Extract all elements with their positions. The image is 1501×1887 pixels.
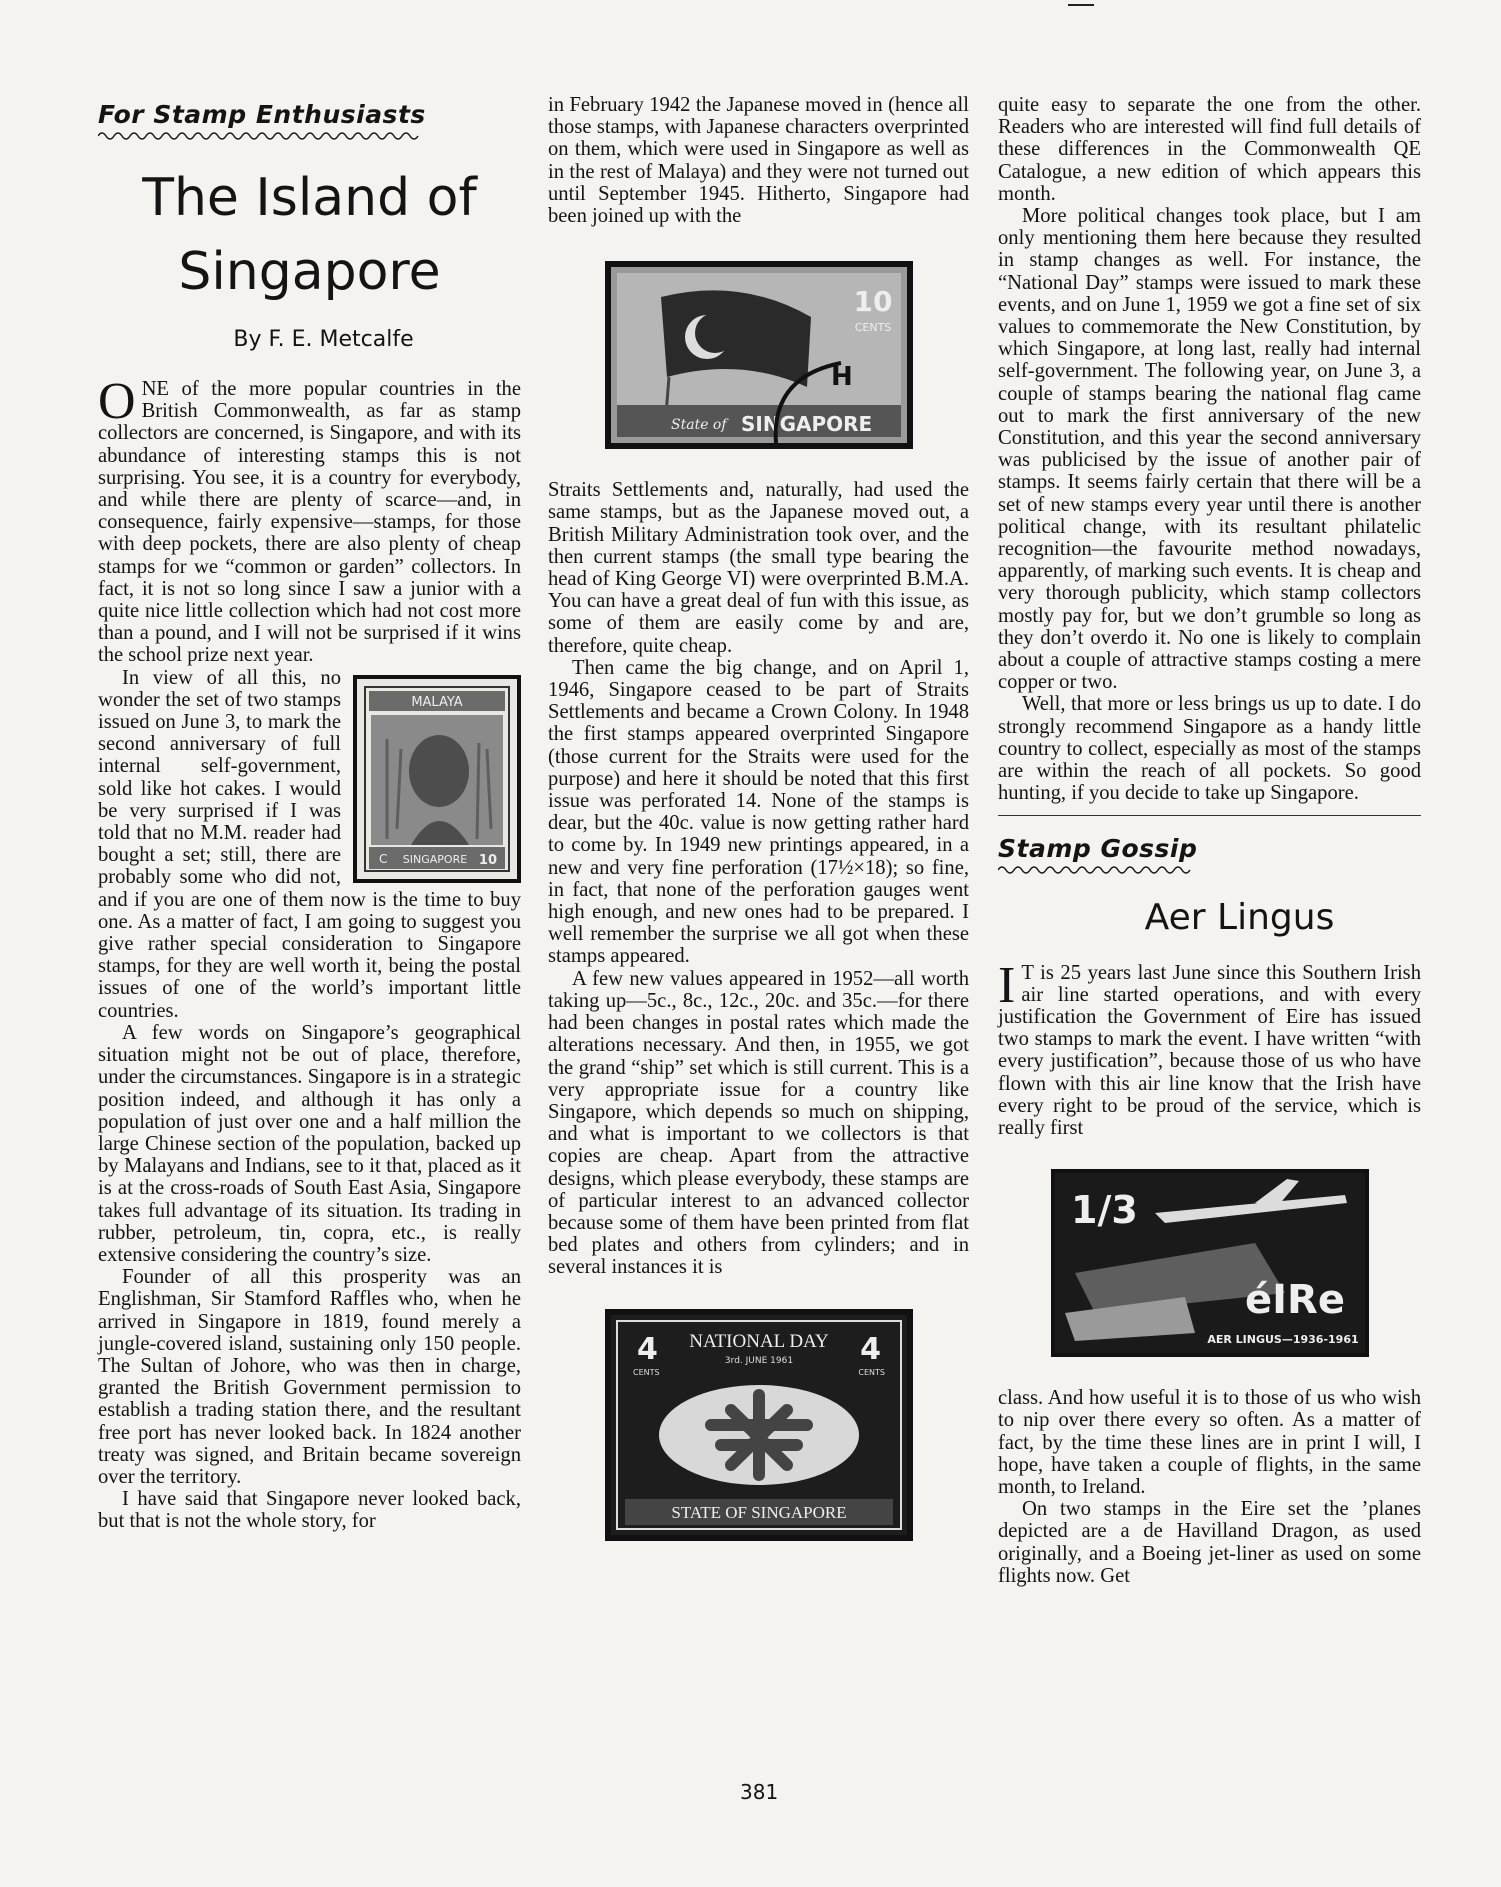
gossip-drop-cap: I	[998, 956, 1016, 1014]
drop-cap: O	[98, 373, 136, 430]
malaya-stamp-wrap	[353, 675, 521, 883]
column-1	[98, 94, 521, 1533]
flag-stamp	[605, 261, 913, 449]
paragraph-11: More political changes took place, but I am only mentioning them here because they resulted in stamp changes as well. For instance, the “National Day” stamps were issued to mark these events, and on June 1, 1959 we got a fine set of six values to commemorate the New Constitution, by which Singapore, at long last, really had internal self-government. The following year, on June 3, a couple of stamps bearing the national flag came out to mark the first anniversary of the new Constitution, and this year the second anniversary was publicised by the issue of another pair of stamps. It seems fairly certain that there will be a set of new stamps every year until there is another political change, with its resultant philatelic recognition—the favourite method nowadays, apparently, of marking such events. It is cheap and very thorough publicity, which stamp collectors mostly pay for, but we don’t grumble so long as they don’t overdo it. No one is likely to complain about a couple of attractive stamps costing a mere copper or two.	[998, 205, 1421, 694]
flag-stamp-state: State of	[670, 417, 727, 434]
eire-stamp-art	[1055, 1173, 1365, 1353]
malaya-stamp	[353, 675, 521, 883]
gossip-title: Aer Lingus	[1144, 896, 1335, 938]
flag-stamp-unit: CENTS	[854, 321, 891, 335]
wavy-underline-2	[998, 865, 1194, 875]
article-title	[98, 161, 521, 309]
flag-stamp-value: 10	[853, 285, 892, 319]
page-number: 381	[740, 1780, 779, 1804]
paragraph-2-text: In view of all this, no wonder the set of two stamps issued on June 3, to mark the second anniversary of full internal self-government, sold like hot cakes. I would be very surprised if I was told that no M.M. reader had bought a set; still, there are probably some who did not, and if you are one of them now is the time to buy one. As a matter of fact, I am going to suggest you give rather special consideration to Singapore stamps, for they are well worth it, being the postal issues of one of the world’s important little countries.	[98, 666, 521, 1022]
nd-title: NATIONAL DAY	[688, 1330, 829, 1352]
paragraph-7: Straits Settlements and, naturally, had used the same stamps, but as the Japanese moved out, a British Military Administration took over, and the then current stamps (the small type bearing the head of King George VI) were overprinted B.M.A. You can have a great deal of fun with this issue, as some of them are easily come by and are, therefore, quite cheap.	[548, 479, 969, 657]
national-day-stamp-art	[611, 1315, 907, 1535]
national-day-stamp	[605, 1309, 913, 1541]
gossip-kicker: Stamp Gossip	[998, 833, 1198, 863]
article-kicker: For Stamp Enthusiasts	[98, 100, 426, 129]
malaya-top-text: MALAYA	[411, 694, 463, 710]
nd-value-right: 4	[859, 1331, 881, 1367]
page-corner-mark	[1068, 4, 1094, 6]
eire-caption: AER LINGUS—1936-1961	[1206, 1333, 1359, 1347]
paragraph-1	[98, 373, 521, 667]
paragraph-4: Founder of all this prosperity was an Englishman, Sir Stamford Raffles who, when he arrived in Singapore in 1819, found merely a jungle-covered island, sustaining only 150 people. The Sultan of Johore, who was then in charge, granted the British Government permission to establish a trading station there, and the resultant free port has never looked back. In 1824 another treaty was signed, and Britain became sovereign over the territory.	[98, 1266, 521, 1488]
malaya-stamp-art	[357, 679, 517, 879]
paragraph-2	[98, 667, 521, 1022]
nd-value-left: 4	[636, 1331, 658, 1367]
eire-stamp	[1051, 1169, 1369, 1357]
eire-country: éIRe	[1244, 1277, 1345, 1324]
column-3	[998, 94, 1421, 1587]
gossip-paragraph-1-text: T is 25 years last June since this Southern Irish air line started operations, and with every justification the Government of Eire has issued two stamps to mark the event. I have written “with every justification”, because those of us who have flown with this air line know that the Irish have every right to be proud of the service, which is really first	[998, 961, 1421, 1139]
flag-stamp-art	[611, 267, 907, 443]
paragraph-1-text: NE of the more popular countries in the British Commonwealth, as far as stamp collectors are concerned, is Singapore, and with its abundance of interesting stamps this is not surprising. You see, it is a country for everybody, and while there are plenty of scarce—and, in consequence, fairly expensive—stamps, for those with deep pockets, there are also plenty of cheap stamps for we “common or garden” collectors. In fact, it is not so long since I saw a junior with a quite nice little collection which had not cost more than a pound, and I will not be surprised if it wins the school prize next year.	[98, 378, 521, 667]
section-divider	[998, 815, 1421, 816]
wavy-underline	[98, 131, 424, 141]
paragraph-8: Then came the big change, and on April 1, 1946, Singapore ceased to be part of Straits Settlements and became a Crown Colony. In 1948 the first stamps appeared overprinted Singapore (those current for the Straits were used for the purpose) and here it should be noted that this first issue was perforated 14. None of the stamps is dear, but the 40c. value is now getting rather hard to come by. In 1949 new printings appeared, in a new and very fine perforation (17½×18); so fine, in fact, that none of the perforation gauges went high enough, and new ones had to be prepared. I well remember the surprise we all got when these stamps appeared.	[548, 656, 969, 968]
paragraph-6: in February 1942 the Japanese moved in (hence all those stamps, with Japanese characters overprinted on them, which were used in Singapore as well as in the rest of Malaya) and they were not turned out until September 1945. Hitherto, Singapore had been joined up with the	[548, 94, 969, 228]
malaya-bottom-text: SINGAPORE	[402, 852, 468, 866]
malaya-cents: C	[379, 851, 388, 866]
paragraph-10: quite easy to separate the one from the other. Readers who are interested will find full details of these differences in the Commonwealth QE Catalogue, a new edition of which appears this month.	[998, 94, 1421, 205]
title-line-2: Singapore	[178, 242, 441, 302]
flag-stamp-name: SINGAPORE	[740, 412, 872, 437]
nd-cents-right: CENTS	[857, 1367, 885, 1377]
column-2	[548, 94, 969, 1541]
nd-date: 3rd. JUNE 1961	[724, 1355, 793, 1366]
eire-value: 1/3	[1070, 1188, 1138, 1233]
nd-cents-left: CENTS	[632, 1367, 660, 1377]
paragraph-3: A few words on Singapore’s geographical situation might not be out of place, therefore, under the circumstances. Singapore is in a strategic position indeed, and although it has only a population of just over one and a half million the large Chinese section of the population, backed up by Malayans and Indians, see to it that, placed as it is at the cross-roads of South East Asia, Singapore takes full advantage of its situation. Its trading in rubber, petroleum, tin, copra, etc., is really extensive considering the country’s size.	[98, 1021, 521, 1266]
byline: By F. E. Metcalfe	[233, 327, 414, 352]
gossip-paragraph-3: On two stamps in the Eire set the ’planes depicted are a de Havilland Dragon, as used originally, and a Boeing jet-liner as used on some flights now. Get	[998, 1498, 1421, 1587]
paragraph-9: A few new values appeared in 1952—all worth taking up—5c., 8c., 12c., 20c. and 35c.—for there had been changes in postal rates which made the alterations necessary. And then, in 1955, we got the grand “ship” set which is still current. This is a very appropriate issue for a country like Singapore, which depends so much on shipping, and what is important to we collectors is that copies are cheap. Apart from the attractive designs, which please everybody, these stamps are of particular interest to an advanced collector because some of them have been printed from flat bed plates and others from cylinders; and in several instances it is	[548, 967, 969, 1279]
postmark-letter: H	[830, 362, 853, 393]
paragraph-5: I have said that Singapore never looked back, but that is not the whole story, for	[98, 1488, 521, 1533]
gossip-paragraph-2: class. And how useful it is to those of us who wish to nip over there every so often. As a matter of fact, by the time these lines are in print I will, I hope, have taken a couple of flights, in the same month, to Ireland.	[998, 1387, 1421, 1498]
gossip-paragraph-1	[998, 956, 1421, 1140]
nd-bottom: STATE OF SINGAPORE	[670, 1502, 847, 1522]
malaya-value: 10	[478, 852, 497, 868]
paragraph-12: Well, that more or less brings us up to date. I do strongly recommend Singapore as a handy little country to collect, especially as most of the stamps are within the reach of all pockets. So good hunting, if you decide to take up Singapore.	[998, 693, 1421, 805]
title-line-1: The Island of	[142, 168, 477, 228]
